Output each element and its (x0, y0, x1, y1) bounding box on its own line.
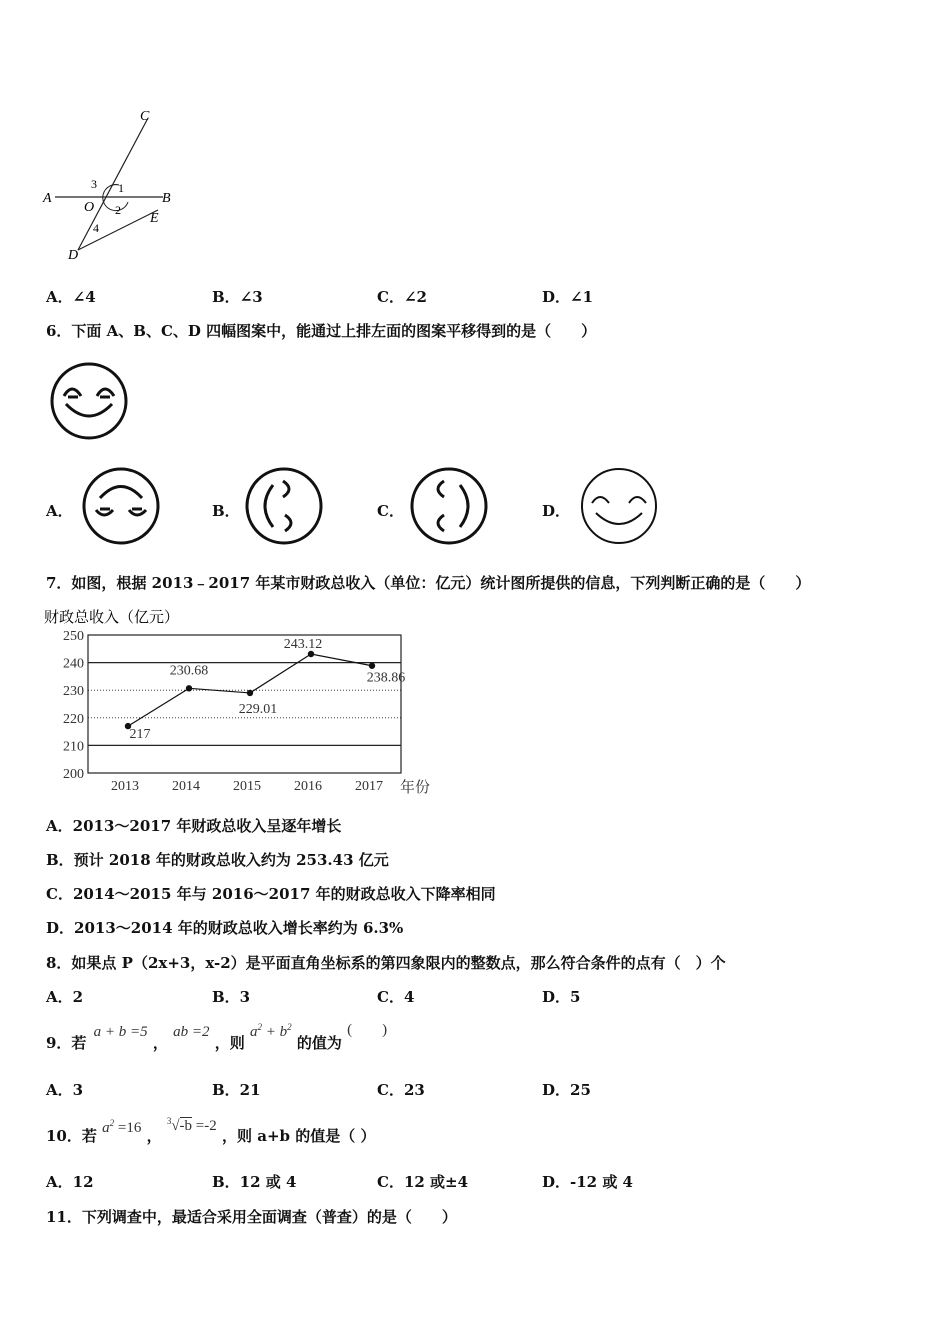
q10-stem: 10．若 $a^2 =16$ ， $^3$√-b =-2 ，则 a+b 的值是（ ） (46, 1116, 376, 1145)
chart-x-tick-label: 2014 (172, 779, 200, 794)
angle-2-label: 2 (115, 203, 121, 217)
chart-y-tick-label: 240 (63, 656, 84, 672)
q5-option-c[interactable]: C．∠2 (377, 288, 427, 306)
q9-expression: $a^2 + b^2$ (250, 1022, 292, 1040)
chart-y-tick-label: 200 (63, 767, 84, 782)
q7-stem: 7．如图，根据 2013﹣2017 年某市财政总收入（单位：亿元）统计图所提供的信息，下列判断正确的是（ ） (46, 574, 811, 592)
chart-y-tick-label: 210 (63, 739, 84, 755)
chart-x-tick-label: 2017 (355, 779, 383, 794)
q6-option-d-image[interactable] (578, 465, 660, 547)
chart-y-tick-label: 220 (63, 711, 84, 727)
q6-option-a-image[interactable] (80, 465, 162, 547)
chart-series (125, 637, 405, 742)
label-d: D (68, 248, 79, 263)
q9-option-d[interactable]: D．25 (542, 1081, 591, 1099)
q9-stem: 9．若 a + b =5 ， ab =2 ，则 $a^2 + b^2$ 的值为 ( ) (46, 1022, 388, 1052)
q6-option-c-label[interactable]: C． (377, 502, 404, 520)
smiley-original-image (48, 360, 130, 442)
q8-stem: 8．如果点 P（2x+3，x-2）是平面直角坐标系的第四象限内的整数点，那么符合条件的点有（ ）个 (46, 954, 726, 972)
q8-option-c[interactable]: C．4 (377, 988, 415, 1006)
angle-figure (40, 100, 190, 270)
q5-option-d[interactable]: D．∠1 (542, 288, 594, 306)
chart-x-tick-label: 2016 (294, 779, 322, 794)
chart-y-tick-label: 230 (63, 684, 84, 700)
chart-y-axis-title: 财政总收入（亿元） (44, 610, 180, 626)
label-a: A (43, 191, 52, 206)
q7-option-b[interactable]: B．预计 2018 年的财政总收入约为 253.43 亿元 (46, 851, 389, 869)
q6-option-a-label[interactable]: A． (46, 502, 73, 520)
chart-data-label: 243.12 (283, 636, 323, 652)
q10-option-b[interactable]: B．12 或 4 (212, 1173, 297, 1191)
chart-data-label: 229.01 (238, 701, 278, 717)
chart-x-tick-label: 2013 (111, 779, 139, 794)
q9-option-a[interactable]: A．3 (46, 1081, 84, 1099)
q6-option-d-label[interactable]: D． (542, 502, 571, 520)
chart-x-ticks (111, 779, 383, 794)
angle-3-label: 3 (91, 177, 97, 191)
revenue-line-chart (40, 600, 460, 800)
chart-y-tick-label: 250 (63, 629, 84, 644)
q6-option-b-image[interactable] (243, 465, 325, 547)
chart-data-label: 238.86 (366, 670, 406, 686)
q10-option-d[interactable]: D．-12 或 4 (542, 1173, 633, 1191)
q9-option-b[interactable]: B．21 (212, 1081, 261, 1099)
chart-data-label: 217 (129, 727, 151, 743)
chart-data-label: 230.68 (169, 663, 209, 679)
q8-option-b[interactable]: B．3 (212, 988, 251, 1006)
line-cd (78, 118, 148, 250)
q6-option-c-image[interactable] (408, 465, 490, 547)
chart-x-tick-label: 2015 (233, 779, 261, 794)
q6-option-b-label[interactable]: B． (212, 502, 240, 520)
label-o: O (84, 200, 95, 215)
label-c: C (140, 109, 150, 124)
q5-option-b[interactable]: B．∠3 (212, 288, 263, 306)
q5-option-a[interactable]: A．∠4 (46, 288, 96, 306)
q8-option-d[interactable]: D．5 (542, 988, 581, 1006)
label-b: B (162, 191, 171, 206)
q10-option-c[interactable]: C．12 或±4 (377, 1173, 469, 1191)
chart-data-point (247, 690, 253, 696)
label-e: E (150, 211, 159, 226)
chart-y-ticks (63, 629, 84, 782)
chart-data-point (369, 663, 375, 669)
q7-option-a[interactable]: A．2013～2017 年财政总收入呈逐年增长 (46, 817, 342, 835)
q7-option-c[interactable]: C．2014～2015 年与 2016～2017 年的财政总收入下降率相同 (46, 885, 496, 903)
q10-expression-1: $a^2 =16$ (102, 1118, 142, 1136)
chart-x-axis-title: 年份 (400, 780, 431, 796)
q6-stem: 6．下面 A、B、C、D 四幅图案中，能通过上排左面的图案平移得到的是（ ） (46, 322, 597, 340)
chart-data-point (186, 685, 192, 691)
angle-4-label: 4 (93, 221, 99, 235)
q9-option-c[interactable]: C．23 (377, 1081, 425, 1099)
q8-option-a[interactable]: A．2 (46, 988, 84, 1006)
q10-cube-root: $^3$√-b =-2 (166, 1116, 217, 1134)
q10-option-a[interactable]: A．12 (46, 1173, 94, 1191)
angle-1-label: 1 (118, 181, 124, 195)
q11-stem: 11．下列调查中，最适合采用全面调查（普查）的是（ ） (46, 1208, 457, 1226)
q7-option-d[interactable]: D．2013～2014 年的财政总收入增长率约为 6.3% (46, 919, 404, 937)
